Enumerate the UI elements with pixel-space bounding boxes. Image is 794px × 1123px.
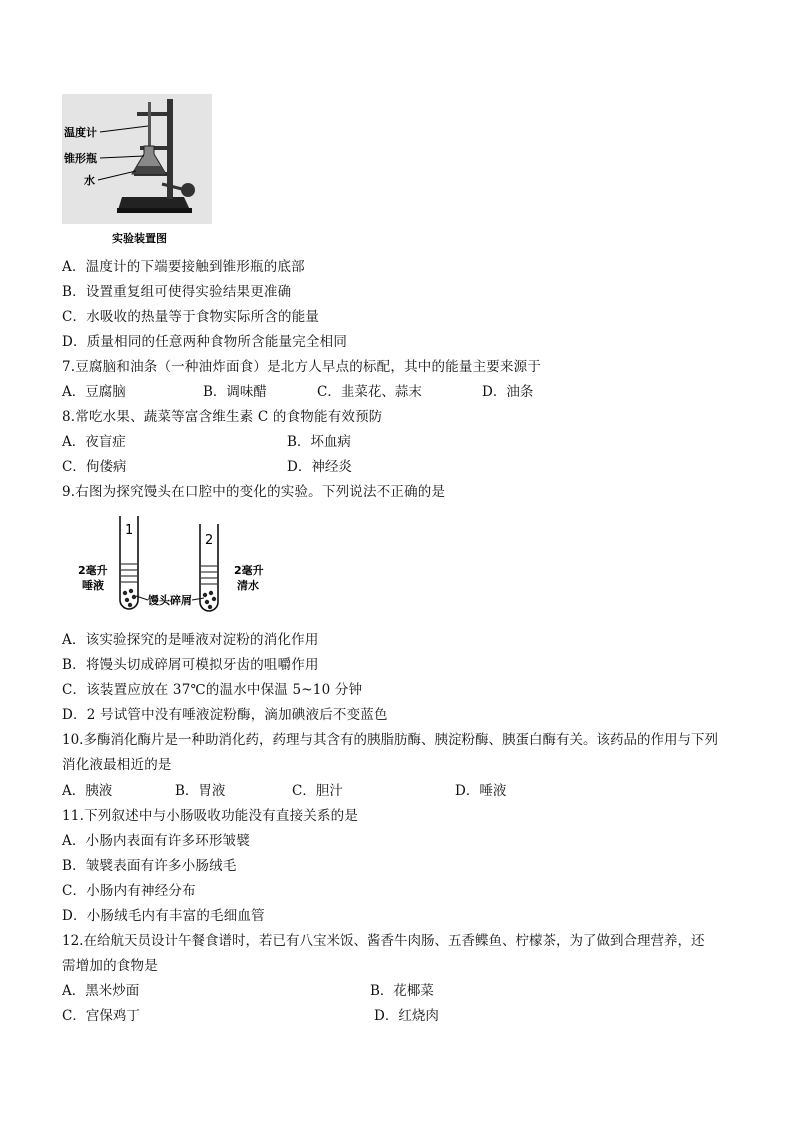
q7-option-b: B．调味醋 — [203, 384, 267, 400]
tube-2-number: 2 — [205, 533, 214, 548]
label-water: 水 — [84, 174, 95, 187]
q10-option-d: D．唾液 — [455, 783, 507, 799]
q8-option-b: B．坏血病 — [287, 434, 351, 450]
q8-option-a: A．夜盲症 — [62, 434, 126, 450]
q8-stem: 8.常吃水果、蔬菜等富含维生素 C 的食物能有效预防 — [62, 409, 383, 425]
q12-stem-line2: 需增加的食物是 — [62, 958, 158, 974]
left-label-volume: 2毫升 — [78, 564, 108, 577]
left-label-saliva: 唾液 — [82, 579, 104, 592]
q9-option-c: C．该装置应放在 37℃的温水中保温 5~10 分钟 — [62, 682, 363, 698]
q9-option-b: B．将馒头切成碎屑可模拟牙齿的咀嚼作用 — [62, 657, 319, 673]
tube-1-number: 1 — [125, 523, 134, 538]
q10-option-b: B．胃液 — [175, 783, 226, 799]
q12-option-c: C．宫保鸡丁 — [62, 1008, 140, 1024]
q7-option-a: A．豆腐脑 — [62, 384, 126, 400]
figure-caption: 实验装置图 — [112, 232, 167, 245]
tube-2-crumb-5 — [208, 605, 212, 609]
q9-stem: 9.右图为探究馒头在口腔中的变化的实验。下列说法不正确的是 — [62, 484, 446, 500]
q6-option-a: A．温度计的下端要接触到锥形瓶的底部 — [62, 259, 305, 275]
q10-stem-line1: 10.多酶消化酶片是一种助消化药，药理与其含有的胰脂肪酶、胰淀粉酶、胰蛋白酶有关。该药品的作用与下列 — [62, 732, 718, 748]
q12-stem-line1: 12.在给航天员设计午餐食谱时，若已有八宝米饭、酱香牛肉肠、五香鲽鱼、柠檬茶，为了做到合理营养，还 — [62, 933, 705, 949]
q12-option-b: B．花椰菜 — [370, 983, 434, 999]
q6-option-d: D．质量相同的任意两种食物所含能量完全相同 — [62, 334, 348, 350]
q6-option-b: B．设置重复组可使得实验结果更准确 — [62, 284, 292, 300]
q12-option-a: A．黑米炒面 — [62, 983, 140, 999]
test-tube-figure — [62, 512, 282, 622]
middle-label-crumbs: 馒头碎屑 — [148, 594, 192, 607]
q7-option-d: D．油条 — [482, 384, 534, 400]
q9-option-a: A．该实验探究的是唾液对淀粉的消化作用 — [62, 632, 319, 648]
q11-option-d: D．小肠绒毛内有丰富的毛细血管 — [62, 908, 265, 924]
q7-stem: 7.豆腐脑和油条（一种油炸面食）是北方人早点的标配，其中的能量主要来源于 — [62, 359, 542, 375]
tube-2-crumb-4 — [205, 600, 209, 604]
q11-option-b: B．皱襞表面有许多小肠绒毛 — [62, 858, 237, 874]
flask-water — [132, 166, 166, 174]
tube-1-crumb-5 — [128, 603, 132, 607]
q10-stem-line2: 消化液最相近的是 — [62, 757, 172, 773]
q7-option-c: C．韭菜花、蒜末 — [317, 384, 422, 400]
label-flask: 锥形瓶 — [64, 152, 97, 165]
q10-option-a: A．胰液 — [62, 783, 113, 799]
clamp-top — [137, 112, 173, 116]
tube-1-crumb-3 — [132, 595, 136, 599]
right-label-water: 清水 — [237, 579, 259, 592]
q8-option-d: D．神经炎 — [287, 459, 352, 475]
tube-1-crumb-2 — [129, 589, 133, 593]
tube-1-crumb-1 — [123, 591, 127, 595]
label-thermometer: 温度计 — [64, 126, 97, 139]
right-label-volume: 2毫升 — [234, 564, 264, 577]
tube-2-crumb-1 — [203, 593, 207, 597]
q12-option-d: D．红烧肉 — [374, 1008, 439, 1024]
q11-option-c: C．小肠内有神经分布 — [62, 883, 196, 899]
q10-option-c: C．胆汁 — [292, 783, 343, 799]
tube-2-crumb-2 — [209, 591, 213, 595]
tube-1-crumb-4 — [125, 598, 129, 602]
middle-leader-right — [192, 598, 204, 600]
stand-base-edge — [117, 208, 192, 213]
q6-option-c: C．水吸收的热量等于食物实际所含的能量 — [62, 309, 320, 325]
q11-option-a: A．小肠内表面有许多环形皱襞 — [62, 833, 251, 849]
tube-2-crumb-3 — [212, 597, 216, 601]
q11-stem: 11.下列叙述中与小肠吸收功能没有直接关系的是 — [62, 808, 359, 824]
q9-option-d: D．2 号试管中没有唾液淀粉酶，滴加碘液后不变蓝色 — [62, 707, 388, 723]
q8-option-c: C．佝偻病 — [62, 459, 127, 475]
apparatus-figure — [62, 94, 212, 249]
